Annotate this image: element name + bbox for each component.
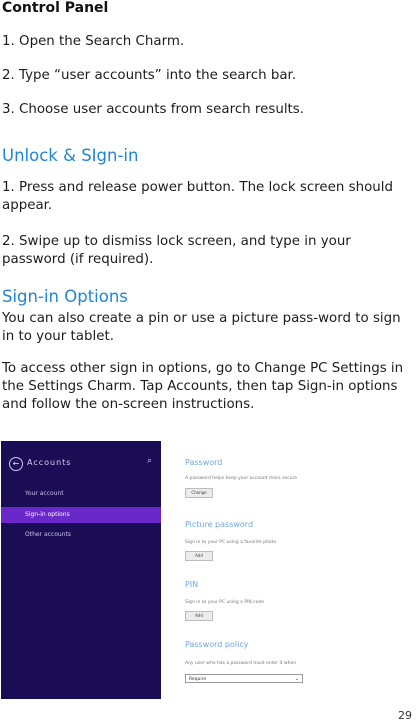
section-title: Control Panel: [2, 0, 109, 16]
page-number: 29: [398, 709, 412, 722]
picture-password-title: Picture password: [185, 520, 254, 529]
step-type-user-accounts: 2. Type “user accounts” into the search bar.: [2, 68, 297, 83]
unlock-step-2: 2. Swipe up to dismiss lock screen, and type in your password (if required).: [2, 234, 351, 267]
signin-paragraph-1: You can also create a pin or use a picture pass-word to sign in to your tablet.: [2, 311, 401, 344]
nav-item-other-accounts: Other accounts: [25, 531, 71, 538]
step-open-search: 1. Open the Search Charm.: [2, 34, 185, 49]
pin-section-title: PIN: [185, 580, 199, 589]
settings-header: Accounts: [27, 458, 72, 467]
password-change-button: Change: [185, 488, 213, 498]
password-policy-desc: Any user who has a password must enter it when: [185, 661, 297, 666]
nav-item-sign-in-options: Sign-in options: [1, 507, 161, 523]
password-policy-value: Require: [189, 677, 207, 682]
settings-content-pane: [161, 441, 417, 699]
back-arrow-icon: ←: [9, 457, 23, 471]
step-choose-user-accounts: 3. Choose user accounts from search results.: [2, 102, 305, 117]
picture-password-add-button: Add: [185, 551, 213, 561]
picture-password-desc: Sign in to your PC using a favorite photo: [185, 540, 277, 545]
unlock-step-1: 1. Press and release power button. The lock screen should appear.: [2, 180, 393, 213]
password-section-desc: A password helps keep your account more secure: [185, 476, 298, 481]
pin-add-button: Add: [185, 611, 213, 621]
password-section-title: Password: [185, 458, 223, 467]
settings-screenshot: [1, 441, 417, 699]
signin-paragraph-2: To access other sign in options, go to Change PC Settings in the Settings Charm. Tap Accounts, then tap Sign-in options and follow the on-screen instructions.: [2, 361, 404, 412]
unlock-heading: Unlock & SIgn-in: [2, 146, 139, 165]
pin-section-desc: Sign in to your PC using a PIN code: [185, 600, 265, 605]
chevron-down-icon: ⌄: [294, 676, 299, 682]
password-policy-title: Password policy: [185, 640, 249, 649]
settings-nav-pane: [1, 441, 161, 699]
password-policy-select: [185, 674, 303, 683]
signin-options-heading: Sign-in Options: [2, 287, 128, 306]
nav-item-your-account: Your account: [25, 490, 64, 497]
search-icon: ⌕: [147, 456, 153, 466]
